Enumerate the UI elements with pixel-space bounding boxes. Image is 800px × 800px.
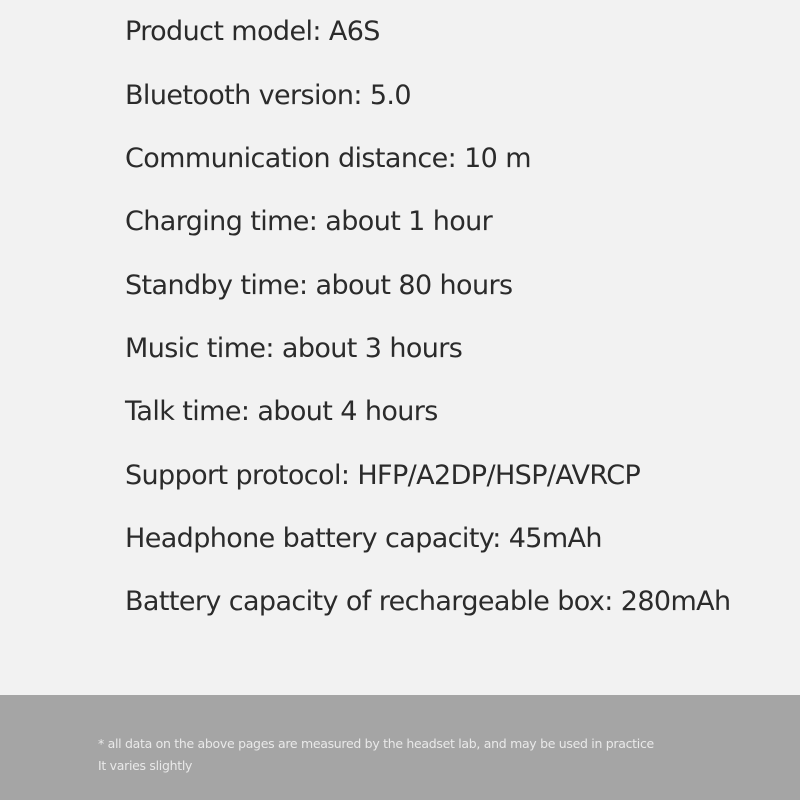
spec-bluetooth-version: Bluetooth version: 5.0 [125,80,411,111]
spec-charging-time: Charging time: about 1 hour [125,206,493,237]
spec-talk-time: Talk time: about 4 hours [125,396,438,427]
spec-music-time: Music time: about 3 hours [125,333,463,364]
spec-standby-time: Standby time: about 80 hours [125,270,513,301]
footer-note-line1: * all data on the above pages are measured by the headset lab, and may be used in practice [98,736,654,751]
footer-band [0,695,800,800]
spec-product-model: Product model: A6S [125,16,380,47]
spec-communication-distance: Communication distance: 10 m [125,143,531,174]
spec-support-protocol: Support protocol: HFP/A2DP/HSP/AVRCP [125,460,641,491]
spec-headphone-battery: Headphone battery capacity: 45mAh [125,523,602,554]
spec-box-battery: Battery capacity of rechargeable box: 280mAh [125,586,731,617]
footer-note-line2: It varies slightly [98,758,193,773]
